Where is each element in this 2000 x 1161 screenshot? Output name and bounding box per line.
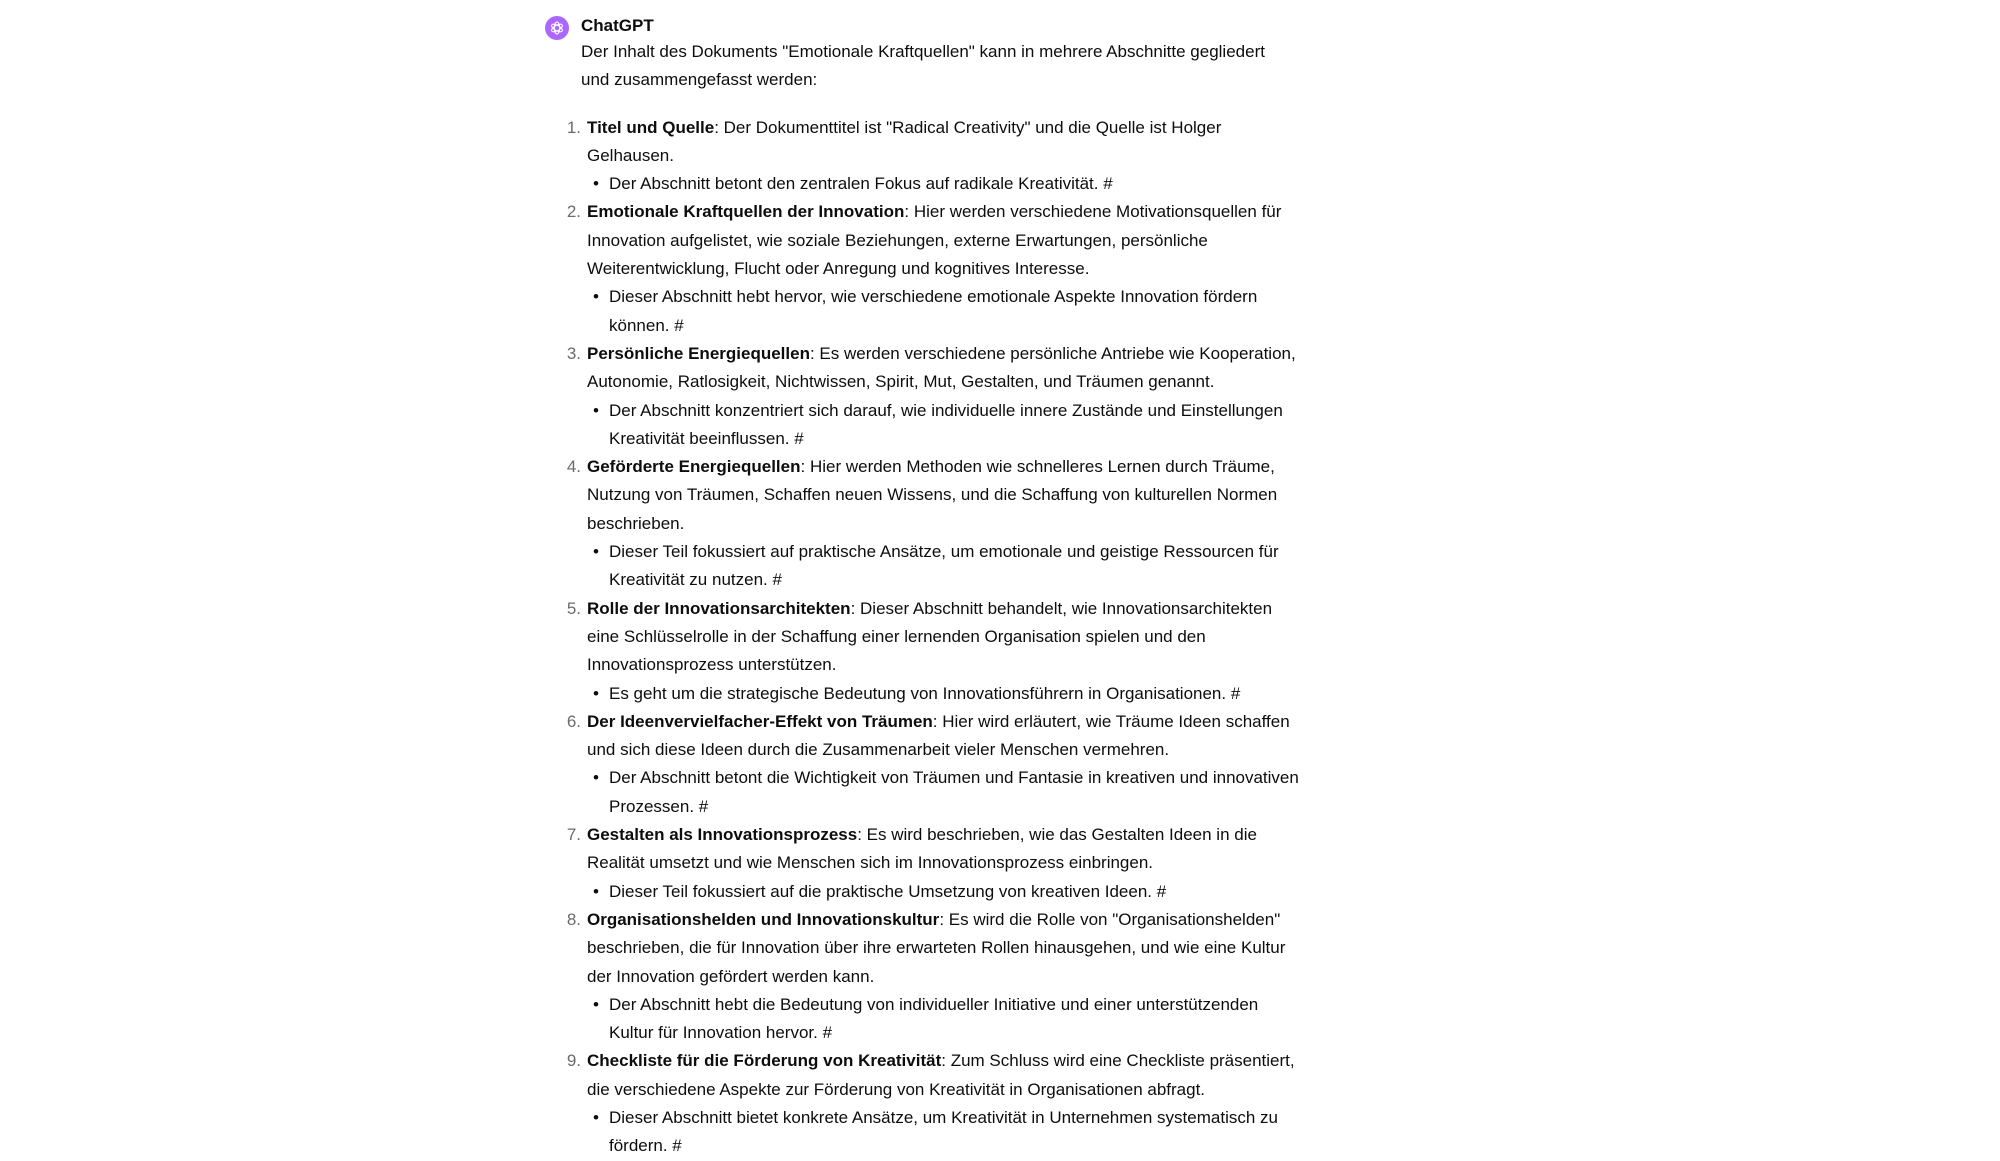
list-item-title: Gestalten als Innovationsprozess [587,825,858,845]
list-item-title: Der Ideenvervielfacher-Effekt von Träumen [587,711,933,731]
list-item-number: 8. [566,909,581,929]
sub-bullet-text: Der Abschnitt betont den zentralen Fokus auf radikale Kreativität. # [609,174,1113,194]
sub-bullet-item [587,397,1305,454]
sub-bullet-text: Dieser Teil fokussiert auf die praktische Umsetzung von kreativen Ideen. # [609,881,1167,901]
list-item-title: Checkliste für die Förderung von Kreativität [587,1051,942,1071]
sub-bullet-list [587,680,1305,708]
sub-bullet-item [587,170,1305,198]
bullet-dot-icon: • [593,174,599,194]
sub-bullet-item [587,538,1305,595]
list-item [566,198,1305,339]
bullet-dot-icon: • [593,994,599,1014]
sub-bullet-text: Der Abschnitt hebt die Bedeutung von individueller Initiative und einer unterstützenden Kultur für Innovation hervor. # [609,994,1259,1043]
list-item [566,906,1305,1047]
bullet-dot-icon: • [593,400,599,420]
list-item-title: Organisationshelden und Innovationskultur [587,909,940,929]
sub-bullet-item [587,991,1305,1048]
list-item-number: 1. [566,117,581,137]
sub-bullet-text: Dieser Abschnitt bietet konkrete Ansätze, um Kreativität in Unternehmen systematisch zu fördern. # [609,1107,1278,1156]
list-item-text: : Zum Schluss wird eine Checkliste präsentiert, die verschiedene Aspekte zur Förderung von Kreativität in Organisationen abfragt. [587,1051,1295,1099]
list-item-number: 5. [566,598,581,618]
sub-bullet-item [587,764,1305,821]
list-item-number: 2. [566,202,581,222]
message-author: ChatGPT [581,16,654,35]
bullet-dot-icon: • [593,768,599,788]
list-item-number: 7. [566,825,581,845]
list-item-text: : Hier wird erläutert, wie Träume Ideen schaffen und sich diese Ideen durch die Zusammenarbeit vieler Menschen vermehren. [587,711,1290,760]
list-item [566,1047,1305,1160]
bullet-dot-icon: • [593,542,599,562]
sub-bullet-list [587,764,1305,821]
list-item-text: : Hier werden verschiedene Motivationsquellen für Innovation aufgelistet, wie soziale Beziehungen, externe Erwartungen, persönliche Weiterentwicklung, Flucht oder Anregung und kognitives Interesse. [587,202,1282,279]
intro-paragraph: Der Inhalt des Dokuments "Emotionale Kraftquellen" kann in mehrere Abschnitte gegliedert und zusammengefasst werden: [581,42,1265,90]
list-item-title: Titel und Quelle [587,117,715,137]
list-item-text: : Es werden verschiedene persönliche Antriebe wie Kooperation, Autonomie, Ratlosigkeit, Nichtwissen, Spirit, Mut, Gestalten, und Träumen genannt. [587,343,1296,392]
sub-bullet-text: Der Abschnitt konzentriert sich darauf, wie individuelle innere Zustände und Einstellungen Kreativität beeinflussen. # [609,400,1283,448]
message-content [566,14,1305,1161]
list-item-title: Emotionale Kraftquellen der Innovation [587,202,905,222]
sub-bullet-list [587,283,1305,340]
sub-bullet-item [587,680,1305,708]
sub-bullet-item [587,1104,1305,1161]
list-item [566,708,1305,821]
list-item-text: : Hier werden Methoden wie schnelleres Lernen durch Träume, Nutzung von Träumen, Schaffen neuen Wissens, und die Schaffung von kulturellen Normen beschrieben. [587,457,1278,533]
bullet-dot-icon: • [593,881,599,901]
list-item-text: : Es wird die Rolle von "Organisationshelden" beschrieben, die für Innovation über ihre erwarteten Rollen hinausgehen, und wie eine Kultur der Innovation gefördert werden kann. [587,909,1286,986]
chatgpt-avatar [545,16,569,40]
sub-bullet-item [587,283,1305,340]
list-item [566,114,1305,199]
sub-bullet-text: Es geht um die strategische Bedeutung von Innovationsführern in Organisationen. # [609,683,1241,703]
list-item-text: : Dieser Abschnitt behandelt, wie Innovationsarchitekten eine Schlüsselrolle in der Schaffung einer lernenden Organisation spielen und den Innovationsprozess unterstützen. [587,598,1273,675]
sub-bullet-item [587,878,1305,906]
list-item-number: 6. [566,711,581,731]
assistant-message [545,14,1305,1161]
sub-bullet-list [587,397,1305,454]
sub-bullet-list [587,991,1305,1048]
list-item [566,821,1305,906]
bullet-dot-icon: • [593,683,599,703]
sub-bullet-text: Dieser Abschnitt hebt hervor, wie verschiedene emotionale Aspekte Innovation fördern können. # [609,287,1258,335]
section-list [566,114,1305,1161]
list-item-title: Geförderte Energiequellen [587,457,801,477]
list-item [566,340,1305,453]
list-item-number: 4. [566,457,581,477]
sub-bullet-text: Dieser Teil fokussiert auf praktische Ansätze, um emotionale und geistige Ressourcen für Kreativität zu nutzen. # [609,542,1279,590]
bullet-dot-icon: • [593,1107,599,1127]
list-item [566,595,1305,708]
openai-logo-icon [549,20,565,36]
list-item-text: : Der Dokumenttitel ist "Radical Creativity" und die Quelle ist Holger Gelhausen. [587,117,1222,165]
list-item-text: : Es wird beschrieben, wie das Gestalten Ideen in die Realität umsetzt und wie Menschen sich im Innovationsprozess einbringen. [587,825,1257,873]
bullet-dot-icon: • [593,287,599,307]
sub-bullet-list [587,1104,1305,1161]
list-item-number: 9. [566,1051,581,1071]
sub-bullet-list [587,538,1305,595]
list-item-number: 3. [566,343,581,363]
list-item-title: Persönliche Energiequellen [587,343,810,363]
list-item [566,453,1305,594]
sub-bullet-text: Der Abschnitt betont die Wichtigkeit von Träumen und Fantasie in kreativen und innovativen Prozessen. # [609,768,1299,816]
list-item-title: Rolle der Innovationsarchitekten [587,598,851,618]
sub-bullet-list [587,878,1305,906]
sub-bullet-list [587,170,1305,198]
